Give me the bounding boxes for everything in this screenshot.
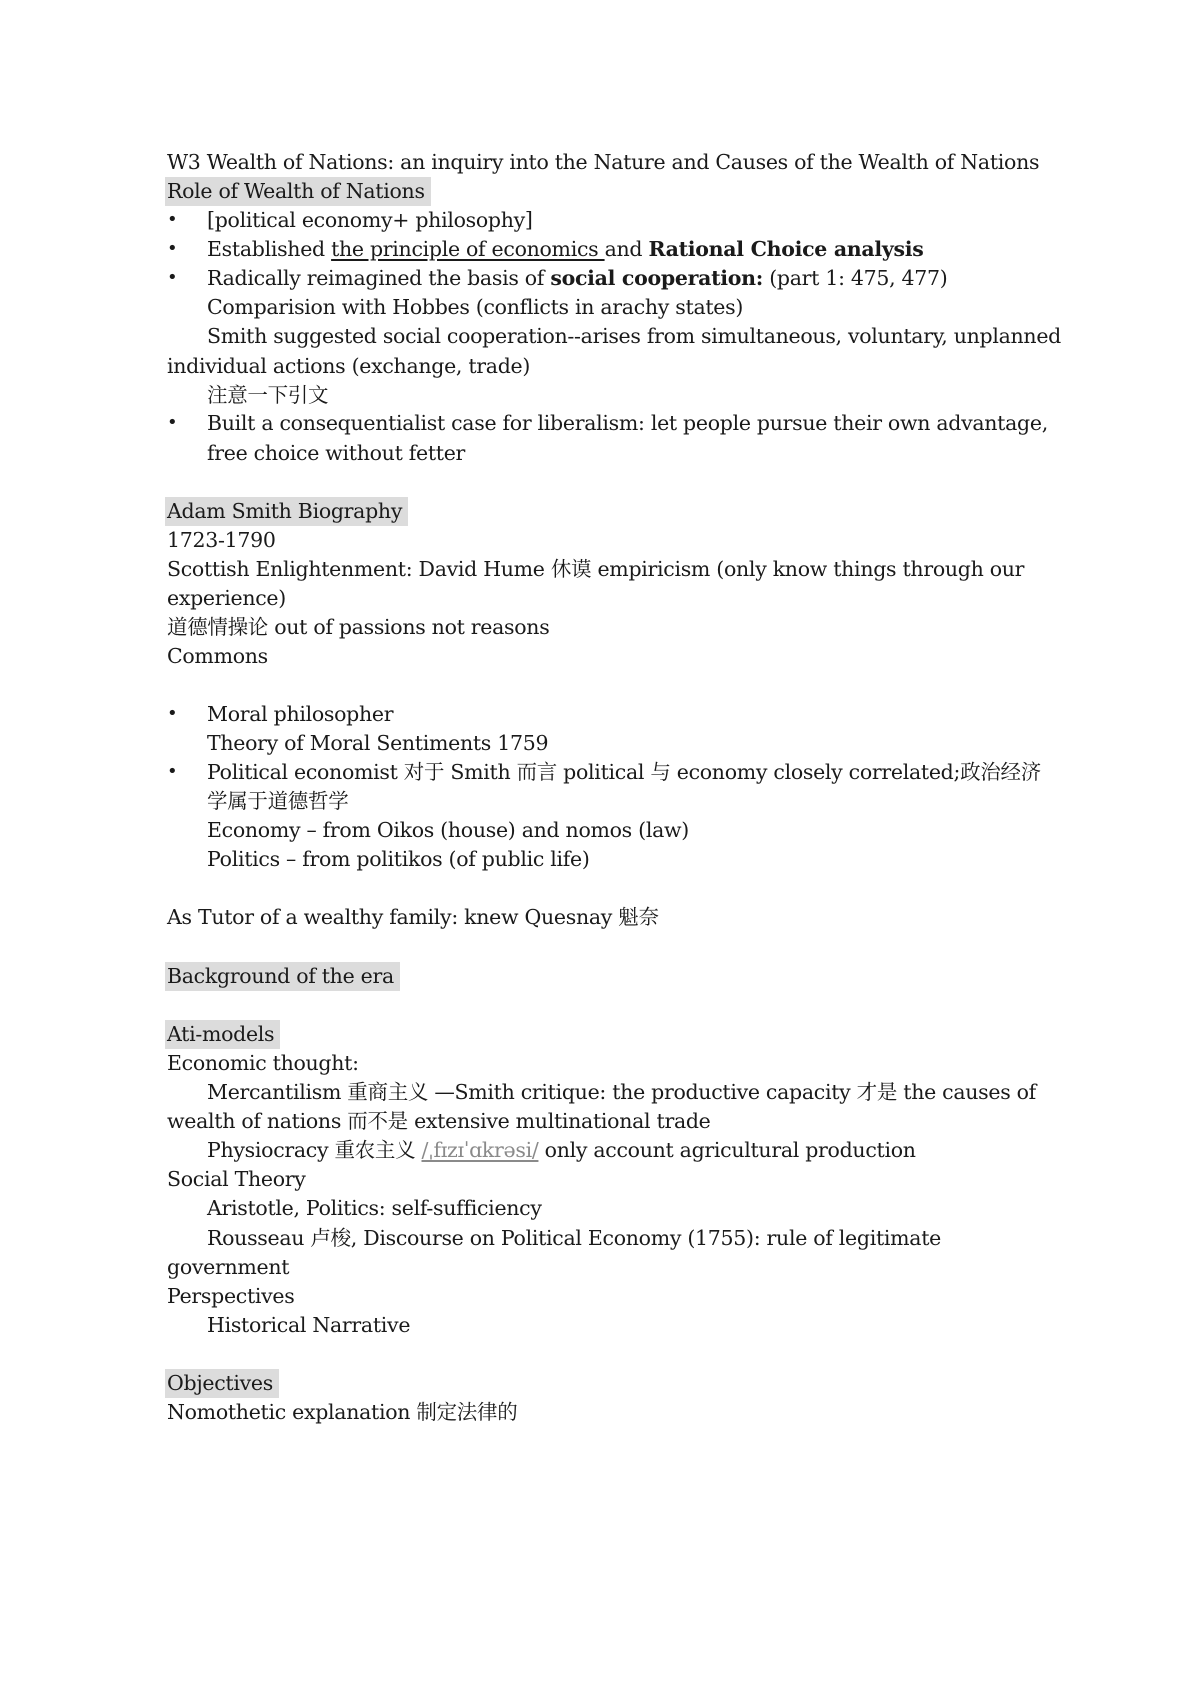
section-heading-anti-models [167,1024,280,1045]
bullet: • [167,761,178,782]
highlight: Adam Smith Biography [165,497,408,526]
text-run: Radically reimagined the basis of [207,266,551,290]
bullet: • [167,267,178,288]
text-run: only account agricultural production [538,1138,916,1162]
rousseau-line2: government [167,1255,290,1279]
mercantilism-line2: wealth of nations 而不是 extensive multinational trade [167,1109,711,1133]
bullet: • [167,412,178,433]
bullet-text [207,239,923,260]
hobbes-note: Comparision with Hobbes (conflicts in arachy states) [207,295,744,319]
bold-text: Rational Choice analysis [648,237,924,261]
highlight: Objectives [165,1369,279,1398]
text-run: (part 1: 475, 477) [763,266,948,290]
tutor-note: As Tutor of a wealthy family: knew Quesnay 魁奈 [167,905,659,929]
document-title: W3 Wealth of Nations: an inquiry into the Nature and Causes of the Wealth of Nations [167,150,1040,174]
smith-note-line1: Smith suggested social cooperation--arises from simultaneous, voluntary, unplanned [207,324,1061,348]
citation-note: 注意一下引文 [207,383,329,407]
pronunciation-link[interactable]: /ˌfɪzɪˈɑkrəsi/ [421,1138,539,1162]
bold-text: social cooperation: [550,266,764,290]
social-theory: Social Theory [167,1167,306,1191]
bullet-text-line2: free choice without fetter [207,441,466,465]
bullet-text: Moral philosopher [207,702,394,726]
historical-narrative: Historical Narrative [207,1313,411,1337]
highlight: Background of the era [165,962,400,991]
scottish-line1: Scottish Enlightenment: David Hume 休谟 empiricism (only know things through our [167,557,1025,581]
bullet-text: [political economy+ philosophy] [207,208,533,232]
years: 1723-1790 [167,528,276,552]
section-heading-background [167,966,400,987]
bullet-text-line1: Built a consequentialist case for liberalism: let people pursue their own advantage, [207,411,1048,435]
smith-note-line2: individual actions (exchange, trade) [167,354,531,378]
economy-etymology: Economy – from Oikos (house) and nomos (law) [207,818,689,842]
section-heading-objectives [167,1373,279,1394]
highlight: Ati-models [165,1020,280,1049]
highlight: Role of Wealth of Nations [165,177,431,206]
physiocracy [207,1140,916,1161]
bullet-text [207,268,947,289]
perspectives: Perspectives [167,1284,295,1308]
moral-sentiments-title: Theory of Moral Sentiments 1759 [207,731,549,755]
section-heading-biography [167,501,408,522]
bullet: • [167,238,178,259]
section-heading-role [167,181,431,202]
mercantilism-line1: Mercantilism 重商主义 —Smith critique: the productive capacity 才是 the causes of [207,1080,1036,1104]
bullet-text-line1: Political economist 对于 Smith 而言 political 与 economy closely correlated;政治经济 [207,760,1041,784]
commons: Commons [167,644,268,668]
moral-sentiments-note: 道德情操论 out of passions not reasons [167,615,550,639]
rousseau-line1: Rousseau 卢梭, Discourse on Political Economy (1755): rule of legitimate [207,1226,941,1250]
text-run: Physiocracy 重农主义 [207,1138,422,1162]
bullet: • [167,209,178,230]
bullet-text-line2: 学属于道德哲学 [207,789,349,813]
underlined-text: the principle of economics [331,237,605,261]
scottish-line2: experience) [167,586,286,610]
bullet: • [167,703,178,724]
politics-etymology: Politics – from politikos (of public life) [207,847,590,871]
economic-thought: Economic thought: [167,1051,359,1075]
text-run: Established [207,237,332,261]
aristotle: Aristotle, Politics: self-sufficiency [207,1196,542,1220]
text-run: and [604,237,649,261]
nomothetic: Nomothetic explanation 制定法律的 [167,1400,518,1424]
